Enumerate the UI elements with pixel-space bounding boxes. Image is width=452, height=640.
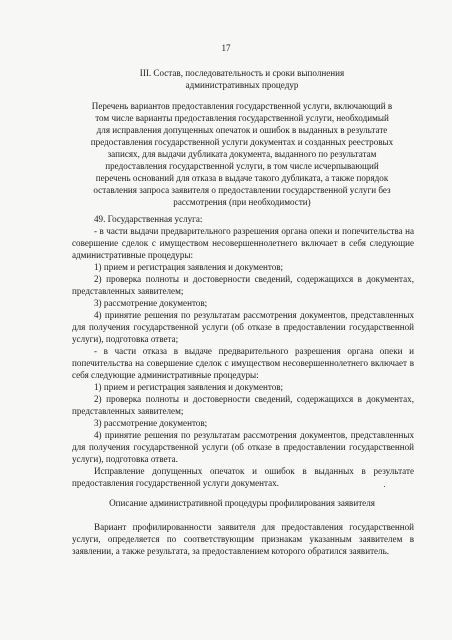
page-number: 17 [221, 43, 231, 53]
list-item: 2) проверка полноты и достоверности сведений, содержащихся в документах, представленных заявителем; [72, 274, 414, 296]
list-item: 3) рассмотрение документов; [94, 298, 208, 308]
heading-line: рассмотрения (при необходимости) [173, 197, 311, 207]
variants-heading [72, 100, 412, 208]
list-item: 2) проверка полноты и достоверности сведений, содержащихся в документах, представленных заявителем; [72, 394, 414, 416]
profiling-text-block [72, 521, 414, 557]
section-title-line: административных процедур [185, 80, 299, 90]
heading-line: для исправления допущенных опечаток и ошибок в выданных в результате [96, 125, 388, 135]
paragraph-49: 49. Государственная услуга: [94, 214, 203, 224]
list-item: 1) прием и регистрация заявления и документов; [94, 262, 284, 272]
body-text [72, 213, 414, 489]
list-item: 3) рассмотрение документов; [94, 418, 208, 428]
heading-line: записях, для выдачи дубликата документа, выданного по результатам [107, 149, 377, 159]
heading-line: оставления запроса заявителя о предоставлении государственной услуги без [93, 185, 391, 195]
heading-line: перечень оснований для отказа в выдаче такого дубликата, а также порядок [95, 173, 389, 183]
list-item: 1) прием и регистрация заявления и документов; [94, 382, 284, 392]
section-title-line: III. Состав, последовательность и сроки выполнения [139, 68, 345, 78]
section-title [72, 67, 412, 91]
profiling-heading: Описание административной процедуры профилирования заявителя [109, 498, 375, 508]
heading-line: предоставления государственной услуги документах и созданных реестровых [90, 137, 394, 147]
heading-line: предоставления государственной услуги, в том числе исчерпывающий [105, 161, 379, 171]
profiling-paragraph: Вариант профилированности заявителя для предоставления государственной услуги, определяется по соответствующим признакам указанным заявителем в заявлении, а также результата, за предоставлением которого обратился заявитель. [72, 522, 414, 556]
part2-intro: - в части отказа в выдаче предварительного разрешения органа опеки и попечительства на совершение сделок с имуществом несовершеннолетнего включает в себя следующие административные процедуры: [72, 346, 414, 380]
list-item: 4) принятие решения по результатам рассмотрения документов, представленных для получения государственной услуги (об отказе в предоставлении государственной услуги), подготовка ответа; [72, 310, 414, 344]
heading-line: том числе варианты предоставления государственной услуги, необходимый [95, 113, 389, 123]
corrections-paragraph: Исправление допущенных опечаток и ошибок в выданных в результате предоставления государственной услуги документах. [72, 466, 414, 488]
scan-speck [384, 486, 385, 487]
heading-line: Перечень вариантов предоставления государственной услуги, включающий в [91, 101, 393, 111]
part1-intro: - в части выдачи предварительного разрешения органа опеки и попечительства на совершение сделок с имуществом несовершеннолетнего включает в себя следующие административные процедуры: [72, 226, 414, 260]
list-item: 4) принятие решения по результатам рассмотрения документов, представленных для получения государственной услуги (об отказе в предоставлении государственной услуги), подготовка ответа. [72, 430, 414, 464]
